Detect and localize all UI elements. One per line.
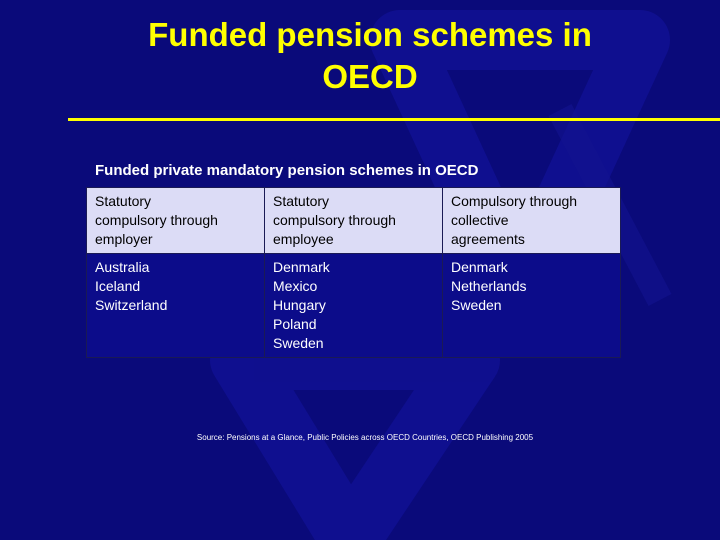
pension-table-container [86,187,621,355]
title-divider [68,118,720,121]
header-employer [87,188,265,254]
table-header-row [87,188,621,254]
header-line: compulsory through [95,212,218,228]
cell-employee-countries [265,254,443,358]
country: Poland [273,316,317,332]
title-line-1: Funded pension schemes in [148,16,592,53]
cell-employer-countries [87,254,265,358]
header-line: Compulsory through [451,193,578,209]
country: Iceland [95,278,141,294]
country: Australia [95,259,150,275]
cell-collective-countries [443,254,621,358]
table-row [87,254,621,358]
country: Mexico [273,278,318,294]
header-line: Statutory [273,193,330,209]
header-line: collective [451,212,509,228]
country: Denmark [273,259,330,275]
country: Sweden [273,335,324,351]
header-line: compulsory through [273,212,396,228]
table-caption: Funded private mandatory pension schemes in OECD [95,162,479,179]
pension-schemes-table [86,187,621,358]
slide-title [0,14,720,98]
header-line: Statutory [95,193,152,209]
header-line: employee [273,231,334,247]
header-line: agreements [451,231,525,247]
header-employee [265,188,443,254]
source-note: Source: Pensions at a Glance, Public Policies across OECD Countries, OECD Publishing 2005 [196,433,534,442]
country: Hungary [273,297,326,313]
country: Switzerland [95,297,168,313]
header-collective-agreements [443,188,621,254]
country: Denmark [451,259,508,275]
header-line: employer [95,231,153,247]
country: Sweden [451,297,502,313]
country: Netherlands [451,278,527,294]
title-line-2: OECD [322,58,418,95]
